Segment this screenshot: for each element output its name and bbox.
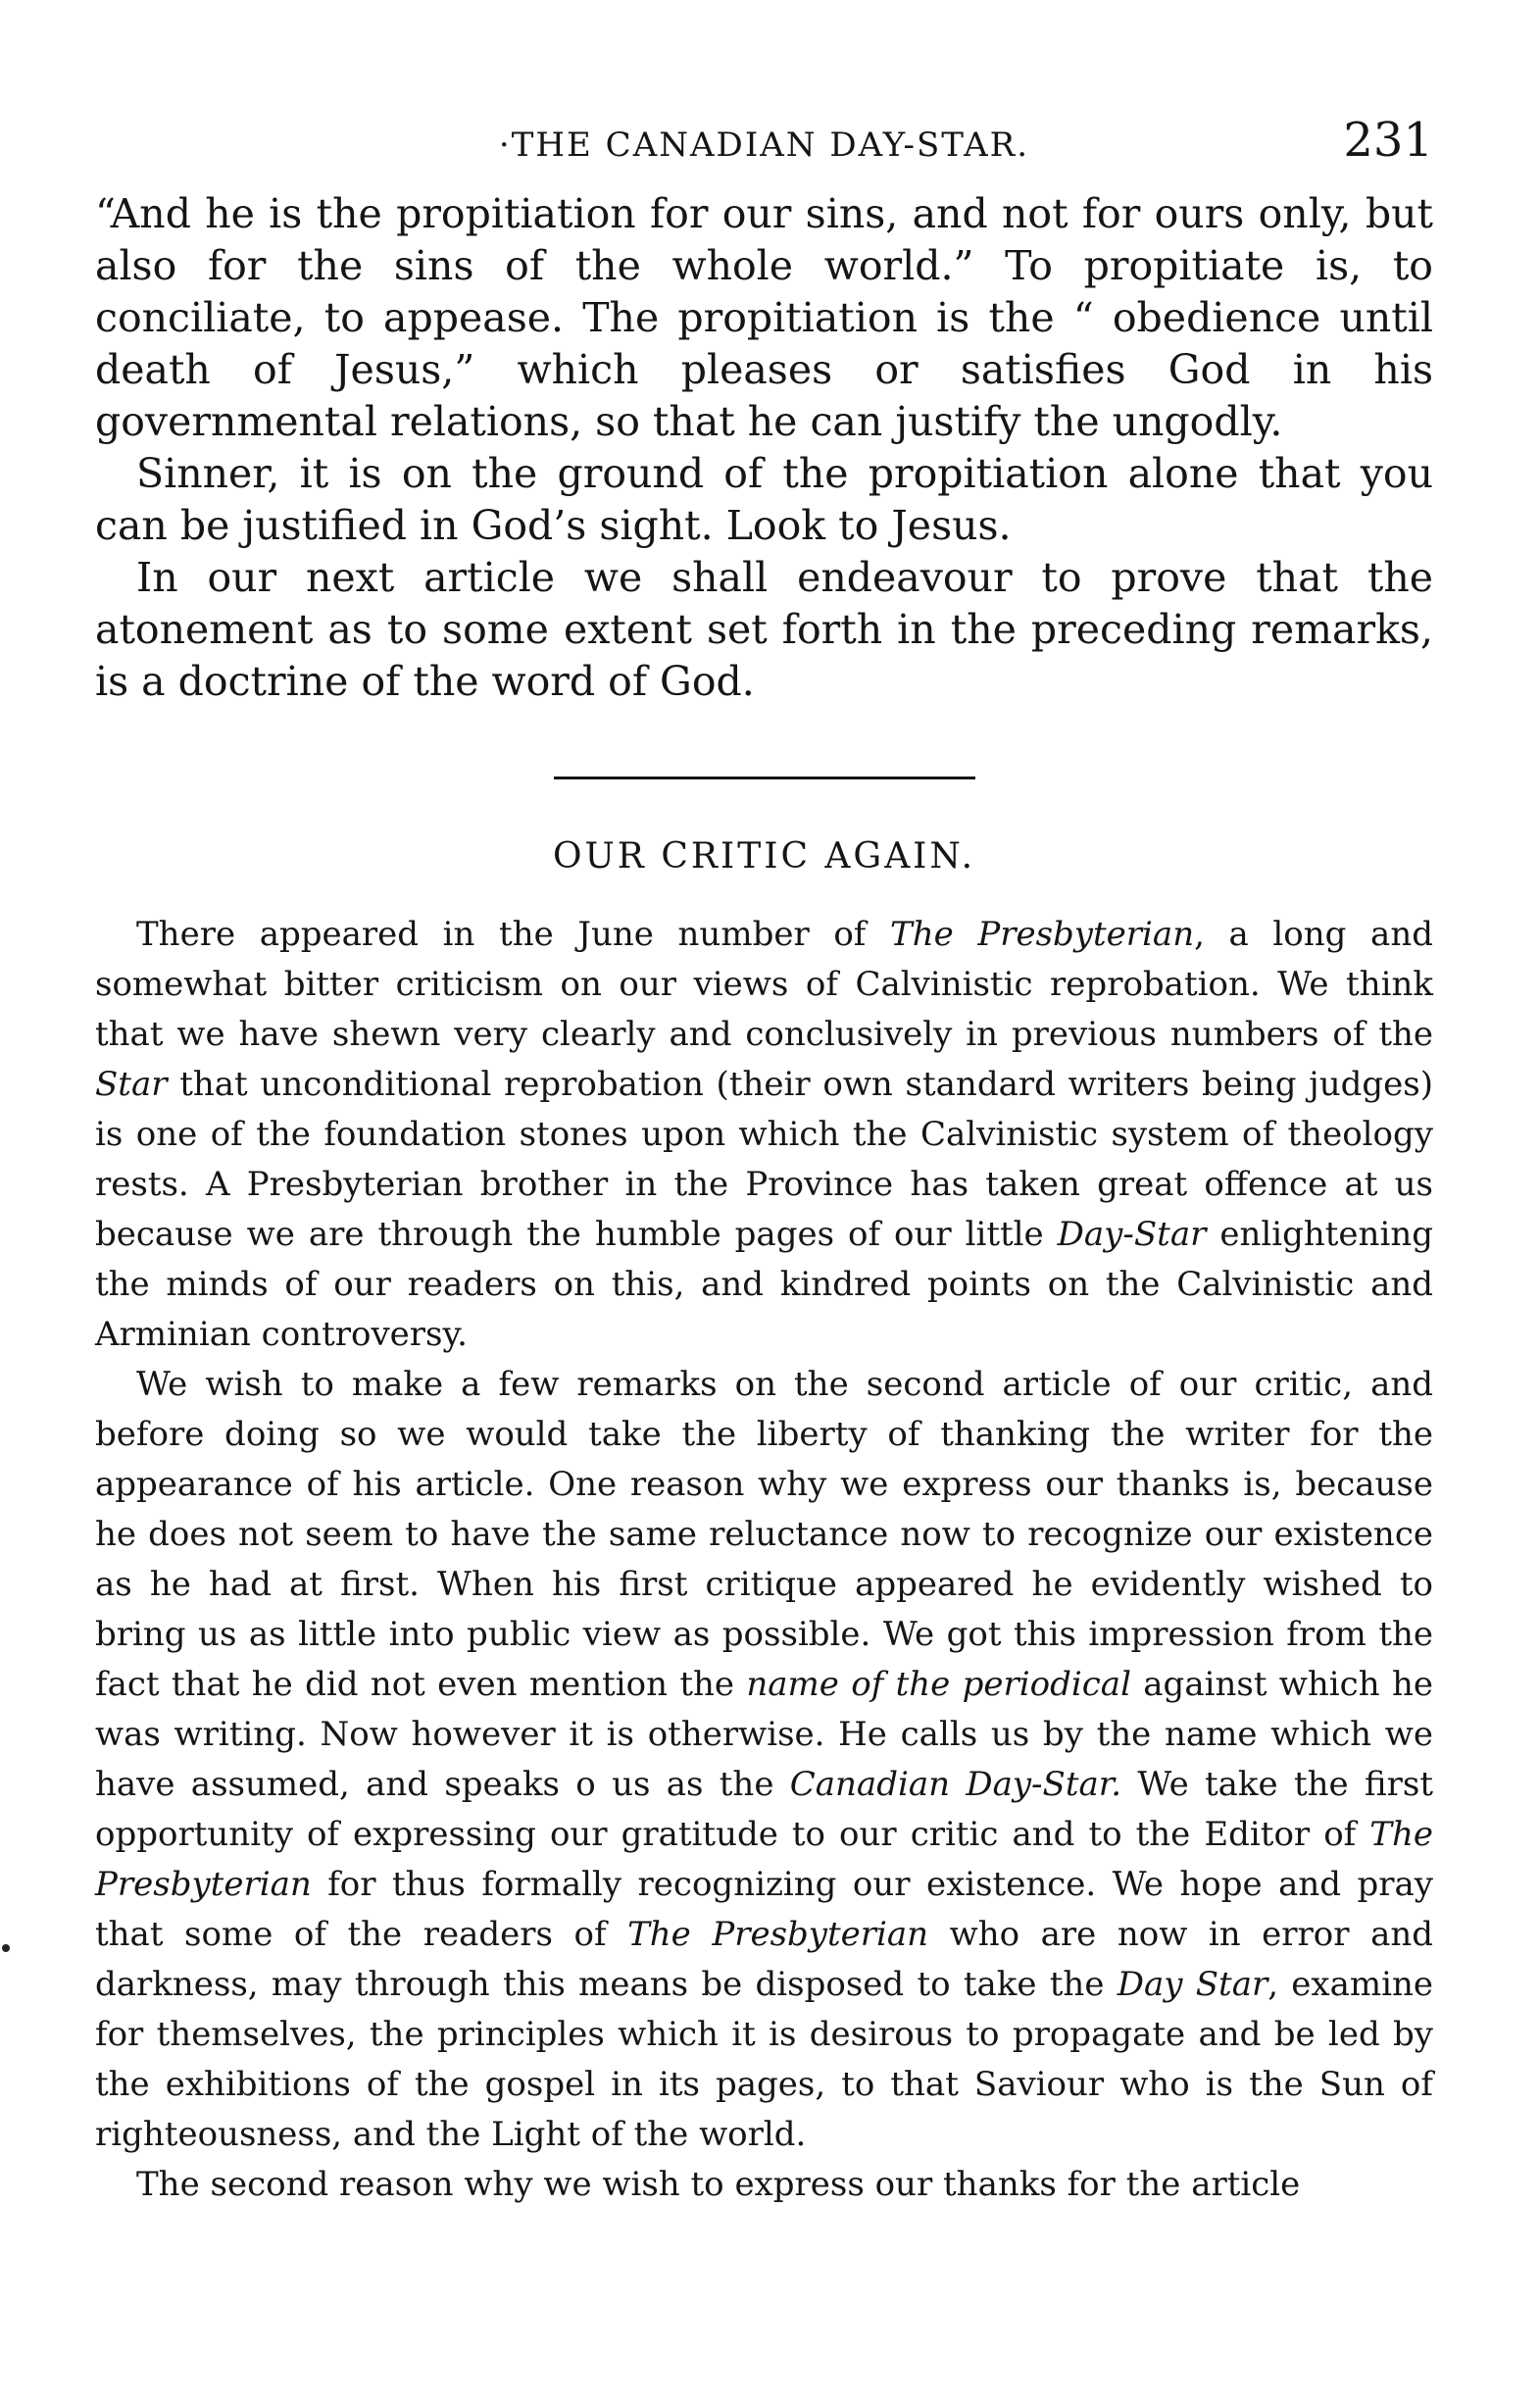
text-run: for thus formally recognizing our existence. We hope and pray that some of the readers of	[95, 1865, 1433, 1954]
text-run: There appeared in the June number of	[136, 915, 891, 954]
italic-run: Day-Star	[1057, 1215, 1207, 1254]
article-paragraph-2: Sinner, it is on the ground of the propitiation alone that you can be justified in God’s sight. Look to Jesus.	[95, 450, 1433, 549]
italic-run: The Presbyterian	[627, 1915, 929, 1954]
italic-run: name of the periodical	[746, 1665, 1131, 1704]
section-title: OUR CRITIC AGAIN.	[552, 836, 976, 877]
text-run: , examine for themselves, the principles which it is desirous to propagate and be led by the exhibitions of the gospel in its pages, to that Saviour who is the Sun of righteousness, and the Light of the world.	[95, 1965, 1433, 2154]
italic-run: The Presbyterian	[890, 915, 1195, 954]
page-header	[95, 108, 1433, 167]
book-page	[95, 108, 1433, 2210]
section-paragraph-1	[95, 910, 1433, 1360]
text-run: , a long and somewhat bitter criticism on our views of Calvinistic reprobation. We think that we have shewn very clearly and conclusively in previous numbers of the	[95, 915, 1433, 1054]
page-number: 231	[1343, 113, 1433, 168]
text-run: against which he was writing. Now however it is otherwise. He calls us by the name which we have assumed, and speaks o us as the	[95, 1665, 1433, 1804]
text-run: We wish to make a few remarks on the second article of our critic, and before doing so we would take the liberty of thanking the writer for the appearance of his article. One reason why we express our thanks is, because he does not seem to have the same reluctance now to recognize our existence as he had at first. When his first critique appeared he evidently wished to bring us as little into public view as possible. We got this impression from the fact that he did not even mention the	[95, 1365, 1433, 1704]
running-title: ·THE CANADIAN DAY-STAR.	[498, 125, 1030, 165]
section-paragraph-2	[95, 1360, 1433, 2160]
margin-mark	[2, 1944, 10, 1952]
section-paragraph-3: The second reason why we wish to express our thanks for the article	[136, 2165, 1301, 2204]
text-run: that unconditional reprobation (their own standard writers being judges) is one of the foundation stones upon which the Calvinistic system of theology rests. A Presbyterian brother in the Province has taken great offence at us because we are through the humble pages of our little	[95, 1065, 1433, 1254]
text-run: who are now in error and darkness, may through this means be disposed to take the	[95, 1915, 1433, 2004]
article-paragraph-3: In our next article we shall endeavour to prove that the atonement as to some extent set forth in the preceding remarks, is a doctrine of the word of God.	[95, 554, 1433, 705]
section-divider	[554, 777, 975, 779]
italic-run: Star	[95, 1065, 168, 1104]
italic-run: The Presbyterian	[95, 1815, 1433, 1904]
article-paragraph-1: “And he is the propitiation for our sins, and not for ours only, but also for the sins of the whole world.” To propitiate is, to conciliate, to appease. The propitiation is the “ obedience until death of Jesus,” which pleases or satisfies God in his governmental relations, so that he can justify the ungodly.	[95, 190, 1433, 445]
italic-run: Day Star	[1117, 1965, 1268, 2004]
italic-run: Canadian Day-Star.	[789, 1765, 1122, 1804]
text-run: enlightening the minds of our readers on this, and kindred points on the Calvinistic and Arminian controversy.	[95, 1215, 1433, 1354]
text-run: We take the first opportunity of expressing our gratitude to our critic and to the Editor of	[95, 1765, 1433, 1854]
